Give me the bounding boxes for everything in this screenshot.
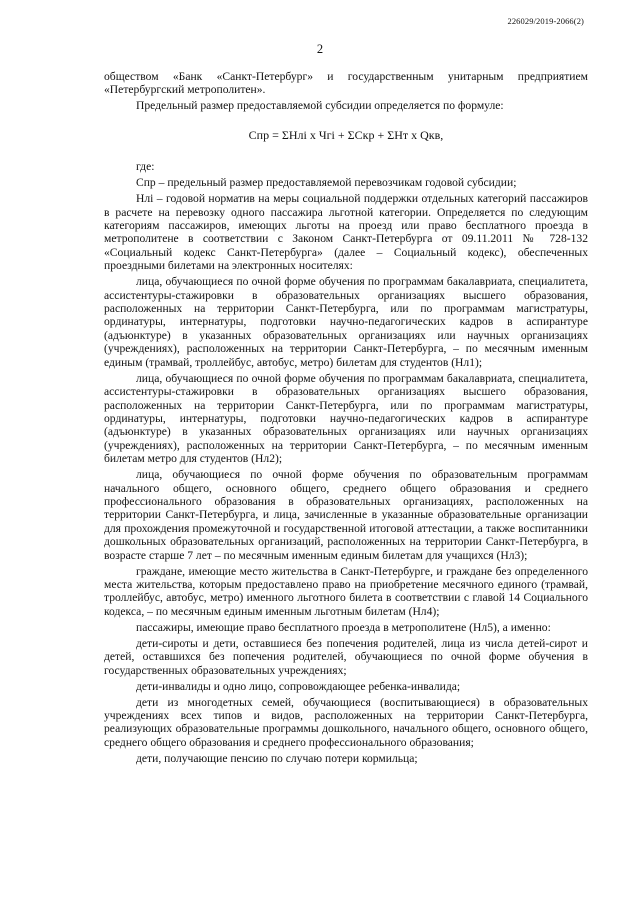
document-number: 226029/2019-2066(2) [507, 16, 584, 26]
paragraph-nli-definition: Нлі – годовой норматив на меры социальной поддержки отдельных категорий пассажиров в расчете на перевозку одного пассажира льготной категории. Определяется по следующим категориям пассажиров, имеющих льготы на проезд или право бесплатного проезда в метрополитене в соответствии с Законом Санкт-Петербурга от 09.11.2011 № 728-132 «Социальный кодекс Санкт-Петербурга» (далее – Социальный кодекс), обеспеченных проездными билетами на электронных носителях: [104, 192, 588, 273]
paragraph-where: где: [136, 160, 155, 174]
paragraph-large-families: дети из многодетных семей, обучающиеся (воспитывающиеся) в образовательных учреждениях всех типов и видов, расположенных на территории Санкт-Петербурга, реализующих образовательные программы дошкольного, начального общего, основного общего, среднего общего образования и среднего профессионального образования; [104, 695, 588, 749]
paragraph-nl1: лица, обучающиеся по очной форме обучения по программам бакалавриата, специалитета, ассистентуры-стажировки в образовательных организациях высшего образования, расположенных на территории Санкт-Петербурга, или по программам магистратуры, ординатуры, интернатуры, подготовки научно-педагогических кадров в аспирантуре (адъюнктуре) в указанных образовательных организациях или научных организациях (учреждениях), расположенных на территории Санкт-Петербурга, – по месячным именным единым (трамвай, троллейбус, автобус, метро) билетам для студентов (Нл1); [104, 275, 588, 369]
paragraph-disabled-children: дети-инвалиды и одно лицо, сопровождающее ребенка-инвалида; [136, 679, 461, 693]
paragraph-nl3: лица, обучающиеся по очной форме обучения по образовательным программам начального общего, основного общего, среднего общего образования и среднего профессионального образования в образовательных организациях, расположенных на территории Санкт-Петербурга, и лица, зачисленные в указанные образовательные организации для прохождения промежуточной и государственной итоговой аттестации, а также воспитанники дошкольных образовательных организаций, расположенных на территории Санкт-Петербурга, в возрасте старше 7 лет – по месячным именным единым билетам для учащихся (Нл3); [104, 468, 588, 562]
paragraph-nl5: пассажиры, имеющие право бесплатного проезда в метрополитене (Нл5), а именно: [136, 620, 551, 634]
page-number: 2 [316, 42, 324, 56]
paragraph-continuation: обществом «Банк «Санкт-Петербург» и государственным унитарным предприятием «Петербургский метрополитен». [104, 70, 588, 97]
document-body [104, 70, 588, 768]
paragraph-orphans: дети-сироты и дети, оставшиеся без попечения родителей, лица из числа детей-сирот и детей, оставшихся без попечения родителей, обучающиеся по очной форме обучения в государственных образовательных учреждениях; [104, 636, 588, 677]
paragraph-spr-definition: Спр – предельный размер предоставляемой перевозчикам годовой субсидии; [136, 176, 517, 190]
paragraph-nl4: граждане, имеющие место жительства в Санкт-Петербурге, и граждане без определенного места жительства, которым предоставлено право на приобретение месячного единого (трамвай, троллейбус, автобус, метро) именного льготного билета в соответствии с главой 14 Социального кодекса, – по месячным единым именным льготным билетам (Нл4); [104, 564, 588, 618]
formula: Спр = ΣНлі х Чгі + ΣСкр + ΣНт х Qкв, [248, 127, 444, 142]
paragraph-nl2: лица, обучающиеся по очной форме обучения по программам бакалавриата, специалитета, ассистентуры-стажировки в образовательных организациях высшего образования, расположенных на территории Санкт-Петербурга, или по программам магистратуры, ординатуры, интернатуры, подготовки научно-педагогических кадров в аспирантуре (адъюнктуре) в указанных образовательных организациях или научных организациях (учреждениях), расположенных на территории Санкт-Петербурга, – по месячным именным билетам метро для студентов (Нл2); [104, 371, 588, 466]
paragraph-formula-intro: Предельный размер предоставляемой субсидии определяется по формуле: [136, 99, 504, 113]
paragraph-survivor-pension: дети, получающие пенсию по случаю потери кормильца; [136, 751, 418, 765]
